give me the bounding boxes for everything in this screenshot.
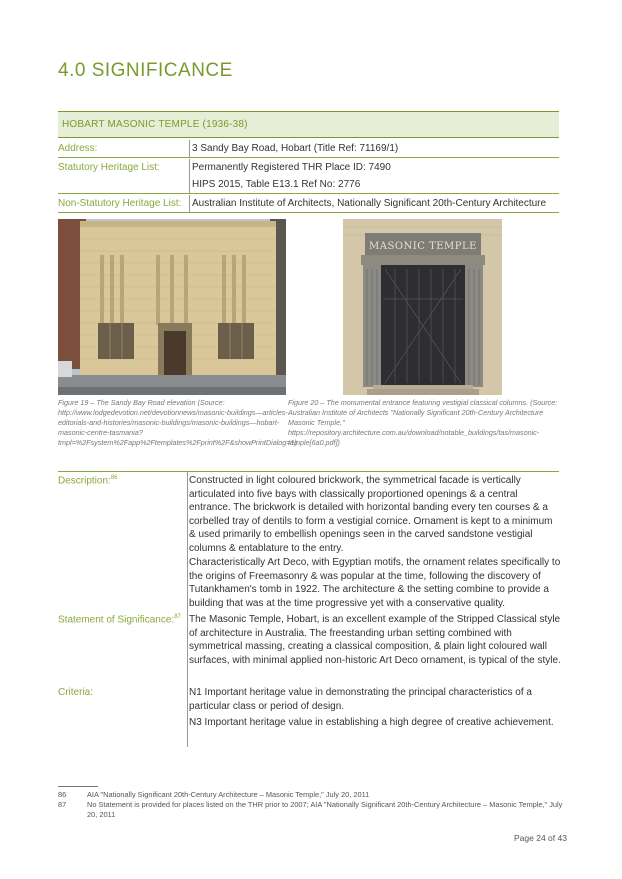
figure-20-caption: Figure 20 – The monumental entrance featuring vestigial classical columns. (Source: Australian Institute of Architects "Nationally Significant 20th-Century Architecture Masonic Temple," https://repository.architecture.com.au/download/notable_buildings/tas/masonic-temple[6a0.pdf]) <box>288 398 558 447</box>
description-paragraph-1: Constructed in light coloured brickwork, the symmetrical facade is vertically articulated into five bays with classically proportioned openings & a central entrance. The brickwork is detailed with horizontal banding every ten courses & a corbelled tray of dentils to form a vestigial cornice. Ornament is kept to a minimum & used primarily to embellish openings seen in the carved sandstone vestigial columns & entablature to the entry. <box>189 475 553 554</box>
criteria-label: Criteria: <box>58 687 94 698</box>
divider <box>58 212 559 213</box>
place-title: HOBART MASONIC TEMPLE (1936-38) <box>62 119 248 130</box>
footnote-number: 86 <box>58 790 67 799</box>
info-value: 3 Sandy Bay Road, Hobart (Title Ref: 71169/1) <box>189 140 398 157</box>
divider <box>58 193 559 194</box>
footnote-ref-87: 87 <box>174 614 181 620</box>
footnote-number: 87 <box>58 800 67 809</box>
description-label-text: Description: <box>58 475 111 487</box>
masonic-temple-sign: MASONIC TEMPLE <box>369 241 477 252</box>
info-label: Statutory Heritage List: <box>58 162 160 173</box>
page-number: Page 24 of 43 <box>514 833 567 843</box>
column-divider <box>187 472 188 747</box>
info-label: Address: <box>58 143 98 154</box>
footnote-87 <box>58 800 568 820</box>
photo-sandy-bay-elevation <box>58 219 286 395</box>
place-header <box>58 111 559 138</box>
description-paragraph-2: Characteristically Art Deco, with Egyptian motifs, the ornament relates specifically to the origins of Freemasonry & was popular at the time, following the discovery of Tutankhamen's tomb in 1922. The architecture & the setting combine to provide a building that was at the time progressive yet with a conservative quality. <box>189 557 561 609</box>
divider <box>58 471 559 472</box>
info-label: Non-Statutory Heritage List: <box>58 198 182 209</box>
footnote-divider <box>58 786 98 787</box>
significance-paragraph: The Masonic Temple, Hobart, is an excellent example of the Stripped Classical style of architecture in Australia. The freestanding urban setting combined with symmetrical massing, creating a classical composition, & plain light coloured wall surfaces, with minimal applied non-historic Art Deco ornament, is typical of the style. <box>189 614 561 666</box>
footnote-text: AIA "Nationally Significant 20th-Century Architecture – Masonic Temple," July 20, 2011 <box>87 790 370 799</box>
section-title: 4.0 SIGNIFICANCE <box>58 60 233 81</box>
figure-19-caption: Figure 19 – The Sandy Bay Road elevation (Source: http://www.lodgedevotion.net/devotionnews/masonic-buildings—articles-editorials-and-histories/masonic-buildings/masonic-buildings—hobart-masonic-centre-tasmania?tmpl=%2Fsystem%2Fapp%2Ftemplates%2Fprint%2F&showPrintDialog=1) <box>58 398 297 447</box>
info-value: Permanently Registered THR Place ID: 7490 <box>189 159 391 176</box>
footnote-86 <box>58 790 568 800</box>
criteria-item-n3: N3 Important heritage value in establishing a high degree of creative achievement. <box>189 717 554 728</box>
info-value: Australian Institute of Architects, Nationally Significant 20th-Century Architecture <box>189 195 546 212</box>
criteria-item-n1: N1 Important heritage value in demonstrating the principal characteristics of a particular class or period of design. <box>189 687 532 712</box>
photo-entrance <box>343 219 502 395</box>
info-value: HIPS 2015, Table E13.1 Ref No: 2776 <box>189 176 360 193</box>
description-label <box>58 475 118 486</box>
footnote-ref-86: 86 <box>110 475 118 481</box>
divider <box>58 157 559 158</box>
footnote-text: No Statement is provided for places listed on the THR prior to 2007; AIA "Nationally Significant 20th-Century Architecture – Masonic Temple," July 20, 2011 <box>87 800 563 819</box>
significance-label <box>58 614 181 625</box>
significance-label-text: Statement of Significance: <box>58 614 175 626</box>
